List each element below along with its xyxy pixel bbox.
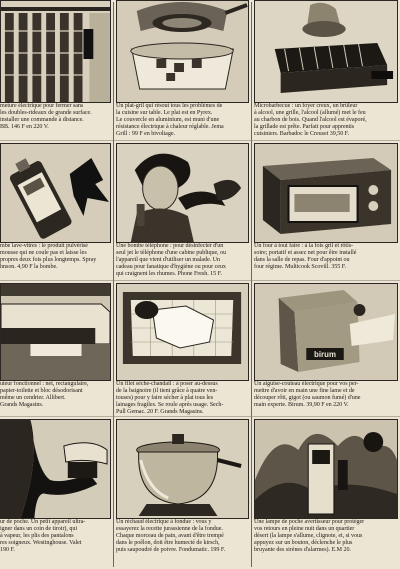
caption-line: qui craignent les rhumes. Phone Fresh. 15 F.: [116, 271, 222, 278]
curtain-motor-illustration: [0, 0, 111, 103]
column-rule: [251, 2, 252, 567]
caption: [116, 243, 249, 278]
caption-line: à vapeur, les plis des pantalons: [0, 533, 74, 540]
spray-can-illustration: [0, 143, 111, 243]
row-rule: [0, 416, 400, 417]
caption-line: découper rôti, gigot (ou saumon fumé) d'une: [254, 395, 361, 402]
caption: [0, 243, 111, 271]
caption-line: Un filet sèche-chandail : à poser au-dessus: [116, 381, 218, 387]
caption-line: à alcool, une grille, l'alcool (allumé) met le feu: [254, 110, 366, 117]
caption-line: papier-toilette et bloc désodorisant: [0, 388, 83, 395]
alarm-flashlight-illustration: [254, 419, 398, 519]
caption-line: la cuisine sur table. Le plat est en Pyrex.: [116, 110, 213, 117]
telephone-spray-illustration: [116, 143, 249, 243]
caption-line: installer une commande à distance.: [0, 117, 84, 124]
caption-line: l'appareil que vient d'utiliser un malade. Un: [116, 257, 221, 264]
caption-line: Chaque morceau de pain, avant d'être trempé: [116, 533, 224, 540]
item-fondue-pot: [116, 419, 249, 569]
caption-line: Une lampe de poche avertisseur pour protéger: [254, 519, 365, 525]
caption-line: Un réchaud électrique à fondue : vous y: [116, 519, 212, 525]
caption-line: igner dans un coin de tiroir), qui: [0, 526, 77, 533]
knife-sharpener-illustration: [254, 283, 398, 381]
caption-line: mousse qui ne coule pas et laisse les: [0, 250, 87, 257]
caption-line: puis saupoudré de poivre. Fondumatic. 199 F.: [116, 547, 226, 554]
caption-line: Un four à tout faire : à la fois gril et rôtis-: [254, 243, 354, 249]
caption: [0, 381, 111, 409]
item-curtain-motor: [0, 0, 111, 140]
item-knife-sharpener: [254, 283, 398, 416]
item-telephone-spray: [116, 143, 249, 280]
caption-line: cuisiniers. Barbadoc le Creuset 39,50 F.: [254, 131, 349, 138]
caption: [254, 103, 398, 138]
caption-line: Un aiguise-couteau électrique pour vos per-: [254, 381, 359, 387]
caption-line: les doubles-rideaux de grande surface.: [0, 110, 92, 117]
pocket-steamer-illustration: [0, 419, 111, 519]
caption-line: essayerez la recette jurassienne de la fondue.: [116, 526, 223, 533]
caption-line: de la baignoire (il tient grâce à quatre ven-: [116, 388, 218, 395]
item-toilet-dispenser: [0, 283, 111, 416]
item-alarm-flashlight: [254, 419, 398, 569]
tabletop-oven-illustration: [254, 143, 398, 243]
caption-line: soire; portatif et assez net pour être installé: [254, 250, 357, 257]
caption: [254, 243, 398, 271]
caption-line: 190 F.: [0, 547, 15, 554]
caption: [0, 103, 111, 131]
caption-line: au charbon de bois. Quand l'alcool est évaporé,: [254, 117, 367, 124]
caption: [254, 381, 398, 409]
caption-line: ur de poche. Un petit appareil ultra-: [0, 519, 86, 525]
caption-line: Grill : 99 F en bivoltage.: [116, 131, 175, 138]
row-rule: [0, 140, 400, 141]
caption-line: mbe lave-vitres : le produit pulvérisé: [0, 243, 88, 249]
toilet-dispenser-illustration: [0, 283, 111, 381]
caption-line: cadeau pour fanatique d'hygiène ou pour ceux: [116, 264, 226, 271]
caption-line: res soigneux. Westinghouse. Valet: [0, 540, 82, 547]
item-spray-can: [0, 143, 111, 280]
caption-line: Un plat-gril qui résout tous les problèmes de: [116, 103, 223, 109]
caption: [116, 103, 249, 138]
caption-line: seul jet le téléphone d'une cabine publique, ou: [116, 250, 227, 257]
caption-line: Microbarbecue : un foyer creux, un brûleur: [254, 103, 358, 109]
caption-line: four régime. Multicook Scovill. 355 F.: [254, 264, 347, 271]
caption-line: résistance électrique à chaleur réglable. Jema: [116, 124, 224, 131]
item-pocket-steamer: [0, 419, 111, 569]
caption-line: uteur fonctionnel : net, rectangulaire,: [0, 381, 89, 387]
caption-line: touses) pour y faire sécher à plat tous les: [116, 395, 214, 402]
item-plat-gril: [116, 0, 249, 140]
item-tabletop-oven: [254, 143, 398, 280]
microbarbecue-illustration: [254, 0, 398, 103]
item-microbarbecue: [254, 0, 398, 140]
caption-line: Grands Magasins.: [0, 402, 44, 409]
caption-line: hnson. 4,90 F la bombe.: [0, 264, 58, 271]
caption: [0, 519, 111, 554]
item-sweater-drying-net: [116, 283, 249, 416]
column-rule: [113, 2, 114, 567]
brand-label: birum: [314, 349, 336, 360]
caption-line: main experte. Birum. 39,90 F en 220 V.: [254, 402, 349, 409]
sweater-drying-net-illustration: [116, 283, 249, 381]
caption-line: vos retours en pleine nuit dans un quartier: [254, 526, 355, 533]
fondue-pot-illustration: [116, 419, 249, 519]
caption-line: Pull Gemac. 20 F. Grands Magasins.: [116, 409, 204, 416]
caption: [116, 519, 249, 554]
caption-line: Une bombe téléphone : pour désinfecter d'un: [116, 243, 224, 249]
row-rule: [0, 280, 400, 281]
caption-line: meture électrique pour fermer sans: [0, 103, 84, 109]
caption: [116, 381, 249, 416]
caption-line: appuyez sur un bouton, déclenche le plus: [254, 540, 353, 547]
plat-gril-illustration: [116, 0, 249, 103]
caption-line: désert (la lampe s'allume, clignote, et, si vous: [254, 533, 363, 540]
caption-line: même un cendrier. Allibert.: [0, 395, 66, 402]
caption-line: la grillade est prête. Parfait pour apprentis: [254, 124, 355, 131]
caption-line: dans la salle de repas. Four d'appoint ou: [254, 257, 350, 264]
caption-line: propres deux fois plus longtemps. Spray: [0, 257, 97, 264]
caption-line: lainages fragiles. Se roule après usage. Sech-: [116, 402, 224, 409]
caption-line: Le couvercle en aluminium, est muni d'une: [116, 117, 220, 124]
caption-line: bruyante des sirènes d'alarmes). E.M 20.: [254, 547, 351, 554]
caption: [254, 519, 398, 554]
caption-line: dans le poêlon, doit être humecté de kirsch,: [116, 540, 220, 547]
caption-line: BB. 146 F en 220 V.: [0, 124, 49, 131]
caption-line: mettre d'avoir en main une fine lame et de: [254, 388, 355, 395]
